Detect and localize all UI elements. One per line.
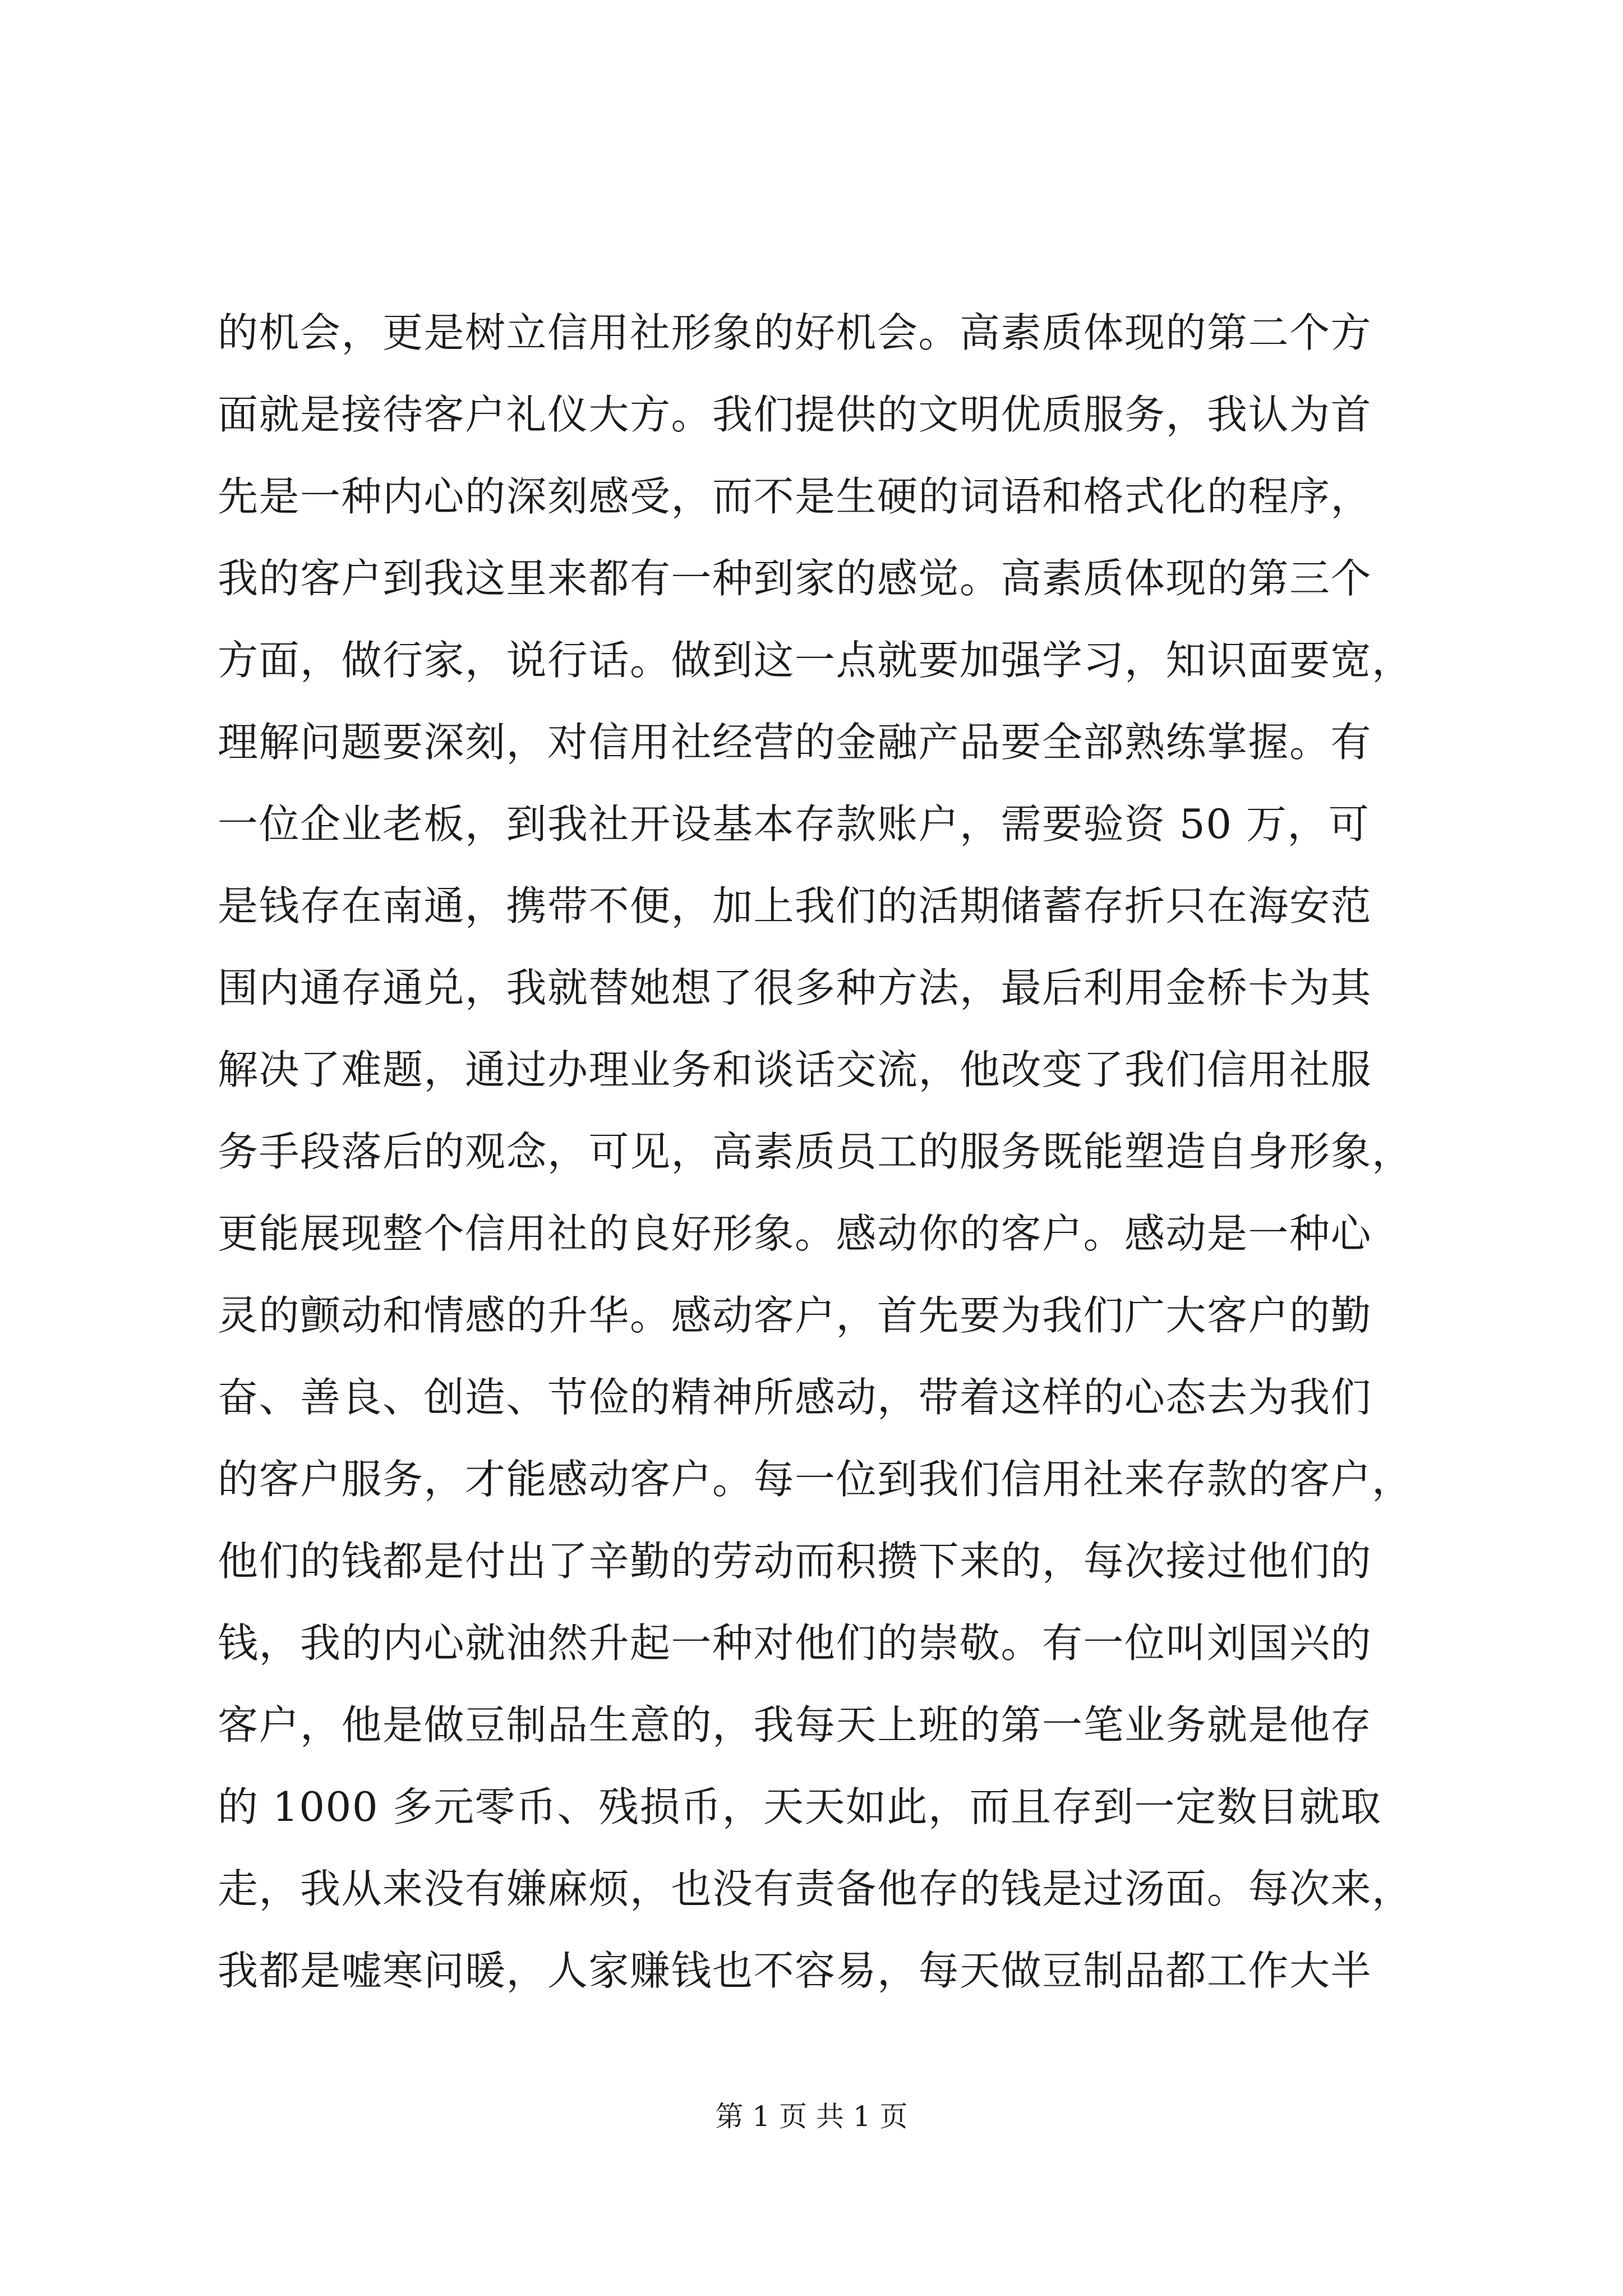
page-footer: 第 1 页 共 1 页 (715, 2100, 908, 2133)
text-line: 解决了难题，通过办理业务和谈话交流，他改变了我们信用社服 (218, 1046, 1372, 1093)
text-line: 理解问题要深刻，对信用社经营的金融产品要全部熟练掌握。有 (218, 719, 1372, 766)
text-line: 是钱存在南通，携带不便，加上我们的活期储蓄存折只在海安范 (218, 882, 1372, 930)
text-line: 我的客户到我这里来都有一种到家的感觉。高素质体现的第三个 (218, 555, 1372, 602)
text-line: 先是一种内心的深刻感受，而不是生硬的词语和格式化的程序， (218, 473, 1372, 520)
text-line: 的 1000 多元零币、残损币，天天如此，而且存到一定数目就取 (218, 1783, 1382, 1830)
text-line: 走，我从来没有嫌麻烦，也没有责备他存的钱是过汤面。每次来， (218, 1865, 1413, 1912)
text-line: 客户，他是做豆制品生意的，我每天上班的第一笔业务就是他存 (218, 1701, 1372, 1749)
text-line: 他们的钱都是付出了辛勤的劳动而积攒下来的，每次接过他们的 (218, 1538, 1372, 1585)
text-line: 的机会，更是树立信用社形象的好机会。高素质体现的第二个方 (218, 309, 1372, 356)
text-line: 更能展现整个信用社的良好形象。感动你的客户。感动是一种心 (218, 1210, 1372, 1257)
body-text (218, 292, 1451, 2012)
text-line: 的客户服务，才能感动客户。每一位到我们信用社来存款的客户， (218, 1456, 1413, 1503)
text-line: 灵的颤动和情感的升华。感动客户，首先要为我们广大客户的勤 (218, 1292, 1372, 1339)
text-line: 面就是接待客户礼仪大方。我们提供的文明优质服务，我认为首 (218, 391, 1372, 438)
text-line: 围内通存通兑，我就替她想了很多种方法，最后利用金桥卡为其 (218, 964, 1372, 1011)
text-line: 方面，做行家，说行话。做到这一点就要加强学习，知识面要宽， (218, 637, 1413, 684)
text-line: 我都是嘘寒问暖，人家赚钱也不容易，每天做豆制品都工作大半 (218, 1947, 1372, 1994)
text-line: 一位企业老板，到我社开设基本存款账户，需要验资 50 万，可 (218, 800, 1370, 848)
text-line: 奋、善良、创造、节俭的精神所感动，带着这样的心态去为我们 (218, 1374, 1372, 1421)
text-line: 务手段落后的观念，可见，高素质员工的服务既能塑造自身形象， (218, 1128, 1413, 1175)
text-line: 钱，我的内心就油然升起一种对他们的崇敬。有一位叫刘国兴的 (218, 1619, 1372, 1667)
